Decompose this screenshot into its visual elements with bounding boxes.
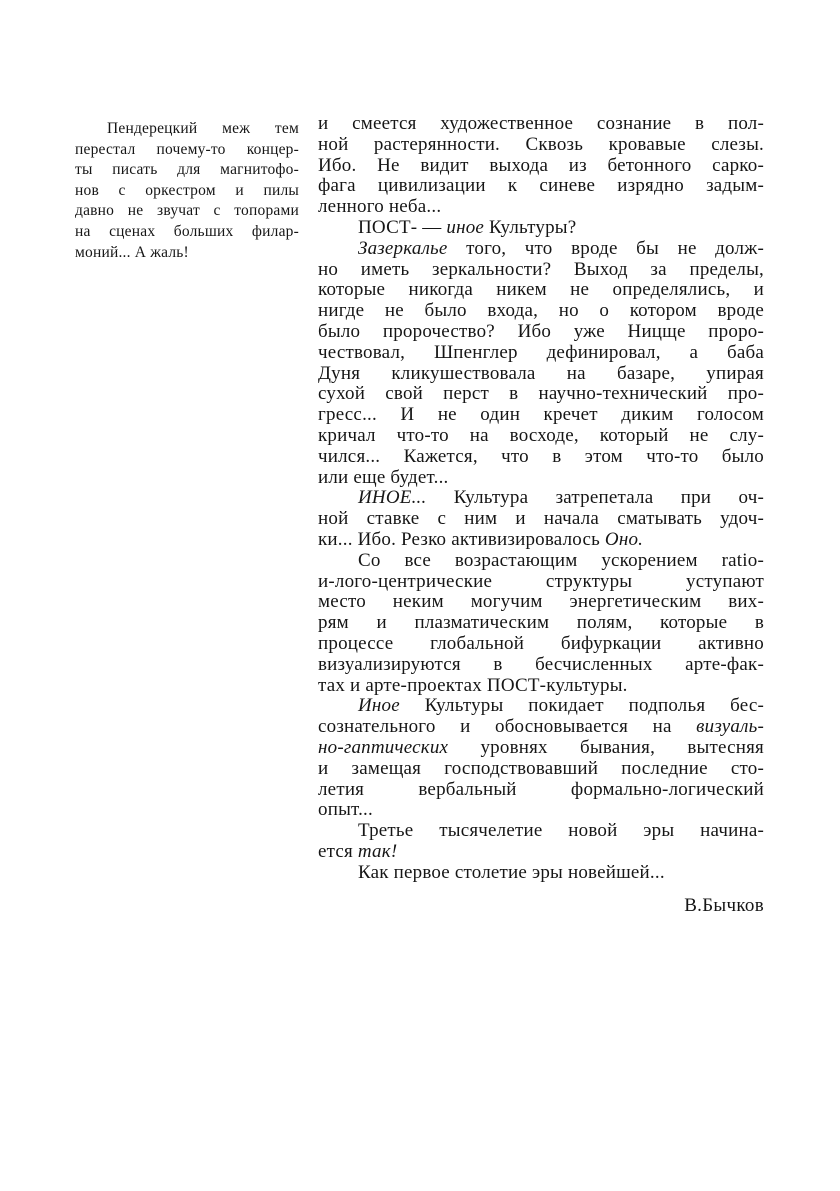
text-segment: того, что вроде бы не долж-: [447, 237, 764, 259]
text-segment: чился... Кажется, что в этом что-то было: [318, 445, 764, 467]
italic-text-segment: но-гаптических: [318, 736, 449, 758]
text-line: [318, 260, 764, 281]
text-line: [318, 696, 764, 717]
text-segment: тах и арте-проектах ПОСТ-культуры.: [318, 674, 628, 696]
text-segment: Третье тысячелетие новой эры начина-: [358, 820, 764, 842]
text-segment: и-лого-центрические структуры уступают: [318, 570, 764, 592]
text-segment: было пророчество? Ибо уже Ницще проро-: [318, 320, 764, 342]
text-line: [318, 468, 764, 489]
text-line: [318, 509, 764, 530]
italic-text-segment: Оно.: [604, 528, 644, 550]
text-line: [318, 218, 764, 239]
text-line: [318, 197, 764, 218]
text-segment: и замещая господствовавший последние сто-: [318, 757, 764, 779]
text-segment: на сценах больших филар-: [75, 222, 299, 240]
text-line: [318, 842, 764, 863]
text-line: [318, 156, 764, 177]
main-text-column: [318, 114, 764, 917]
text-segment: уровнях бывания, вытесняя: [448, 736, 764, 758]
text-segment: нов с оркестром и пилы: [75, 181, 299, 199]
text-line: [318, 114, 764, 135]
text-segment: гресс... И не один кречет диким голосом: [318, 404, 764, 426]
text-segment: Дуня кликушествовала на базаре, упирая: [318, 362, 764, 384]
text-segment: визуализируются в бесчисленных арте-фак-: [318, 653, 764, 675]
text-segment: перестал почему-то концер-: [75, 140, 299, 158]
text-segment: Культуры покидает подполья бес-: [399, 695, 764, 717]
margin-note-column: [75, 119, 299, 263]
text-line: [75, 201, 299, 222]
text-line: [318, 738, 764, 759]
text-line: [318, 488, 764, 509]
text-line: [318, 634, 764, 655]
text-segment: и смеется художественное сознание в пол-: [318, 113, 764, 134]
italic-text-segment: визуаль-: [696, 716, 764, 738]
text-line: [318, 655, 764, 676]
text-line: [318, 676, 764, 697]
text-segment: кричал что-то на восходе, который не слу-: [318, 424, 764, 446]
text-line: [75, 222, 299, 243]
text-line: [318, 572, 764, 593]
text-segment: моний... А жаль!: [75, 243, 189, 261]
text-line: [318, 322, 764, 343]
text-segment: ты писать для магнитофо-: [75, 161, 299, 179]
text-segment: рям и плазматическим полям, которые в: [318, 612, 764, 634]
text-line: [318, 717, 764, 738]
text-line: [75, 160, 299, 181]
text-segment: чествовал, Шпенглер дефинировал, а баба: [318, 341, 764, 363]
text-line: [318, 343, 764, 364]
text-line: [75, 140, 299, 161]
text-line: [318, 447, 764, 468]
text-segment: ется: [318, 840, 358, 862]
text-segment: но иметь зеркальности? Выход за пределы,: [318, 258, 764, 280]
text-segment: опыт...: [318, 799, 373, 821]
text-segment: ной ставке с ним и начала сматывать удоч-: [318, 508, 764, 530]
text-line: [318, 863, 764, 884]
text-line: [318, 384, 764, 405]
text-line: [318, 551, 764, 572]
italic-text-segment: Зазеркалье: [358, 237, 448, 259]
text-line: [318, 780, 764, 801]
text-line: [318, 301, 764, 322]
text-line: [318, 364, 764, 385]
italic-text-segment: так!: [357, 840, 398, 862]
text-line: [318, 176, 764, 197]
text-segment: процессе глобальной бифуркации активно: [318, 632, 764, 654]
text-segment: сухой свой перст в научно-технический про-: [318, 383, 764, 405]
text-line: [318, 530, 764, 551]
text-segment: Со все возрастающим ускорением ratio-: [358, 549, 764, 571]
author-signature: В.Бычков: [684, 895, 764, 917]
text-segment: которые никогда никем не определялись, и: [318, 279, 764, 301]
text-segment: ной растерянности. Сквозь кровавые слезы.: [318, 133, 764, 155]
text-line: [75, 181, 299, 202]
text-line: [318, 613, 764, 634]
text-segment: Культура затрепетала при оч-: [426, 487, 764, 509]
text-segment: или еще будет...: [318, 466, 449, 488]
text-line: [75, 119, 299, 140]
text-segment: летия вербальный формально-логический: [318, 778, 764, 800]
text-line: [75, 243, 299, 264]
text-segment: Как первое столетие эры новейшей...: [358, 861, 665, 883]
text-segment: ПОСТ- —: [358, 216, 447, 238]
italic-text-segment: ИНОЕ...: [358, 487, 427, 509]
text-segment: фага цивилизации к синеве изрядно задым-: [318, 175, 764, 197]
text-line: [318, 821, 764, 842]
text-line: [318, 592, 764, 613]
text-segment: Ибо. Не видит выхода из бетонного сарко-: [318, 154, 764, 176]
text-line: [318, 135, 764, 156]
text-segment: ленного неба...: [318, 196, 442, 218]
text-line: [318, 405, 764, 426]
text-line: [318, 239, 764, 260]
text-line: [318, 800, 764, 821]
text-line: [318, 280, 764, 301]
text-segment: давно не звучат с топорами: [75, 202, 299, 220]
italic-text-segment: Иное: [358, 695, 400, 717]
text-line: [318, 759, 764, 780]
text-segment: Пендерецкий меж тем: [107, 120, 299, 137]
main-text-lines: [318, 114, 764, 883]
italic-text-segment: иное: [446, 216, 485, 238]
text-segment: место неким могучим энергетическим вих-: [318, 591, 764, 613]
text-line: [318, 426, 764, 447]
text-segment: нигде не было входа, но о котором вроде: [318, 300, 764, 322]
text-segment: Культуры?: [484, 216, 577, 238]
text-segment: ки... Ибо. Резко активизировалось: [318, 528, 605, 550]
text-segment: сознательного и обосновывается на: [318, 716, 697, 738]
